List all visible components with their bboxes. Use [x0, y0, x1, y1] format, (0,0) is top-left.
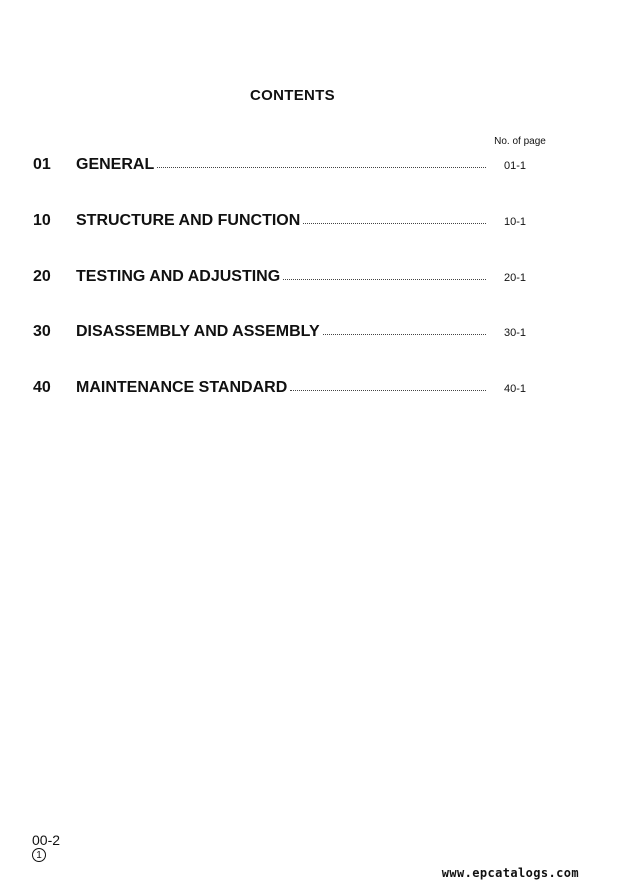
toc-entry-page: 01-1 [504, 160, 527, 172]
toc-leader-dots [157, 155, 486, 168]
toc-leader-dots [283, 267, 486, 280]
toc-entry-number: 10 [33, 212, 51, 229]
toc-entry-title: STRUCTURE AND FUNCTION [76, 212, 301, 229]
toc-entry-number: 01 [33, 156, 51, 173]
toc-entry-maintenance-standard[interactable] [33, 379, 553, 401]
toc-entry-title: DISASSEMBLY AND ASSEMBLY [76, 323, 320, 340]
toc-entry-title: TESTING AND ADJUSTING [76, 268, 281, 285]
toc-entry-page: 40-1 [504, 383, 527, 395]
footer-page-number: 00-2 [32, 832, 61, 848]
toc-leader-dots [323, 322, 486, 335]
toc-entry-title: MAINTENANCE STANDARD [76, 379, 288, 396]
watermark-text: www.epcatalogs.com [441, 866, 579, 880]
toc-entry-testing-and-adjusting[interactable] [33, 268, 553, 290]
toc-leader-dots [303, 211, 486, 224]
toc-leader-dots [290, 378, 486, 391]
toc-entry-page: 30-1 [504, 327, 527, 339]
page-title: CONTENTS [250, 87, 335, 104]
toc-entry-disassembly-and-assembly[interactable] [33, 323, 553, 345]
toc-entry-page: 10-1 [504, 216, 527, 228]
toc-entry-number: 30 [33, 323, 51, 340]
toc-entry-title: GENERAL [76, 156, 155, 173]
toc-entry-page: 20-1 [504, 272, 527, 284]
page-column-header: No. of page [494, 136, 546, 147]
toc-entry-number: 20 [33, 268, 51, 285]
revision-mark-icon: 1 [32, 848, 46, 862]
toc-entry-number: 40 [33, 379, 51, 396]
toc-entry-structure-and-function[interactable] [33, 212, 553, 234]
toc-entry-general[interactable] [33, 156, 553, 178]
